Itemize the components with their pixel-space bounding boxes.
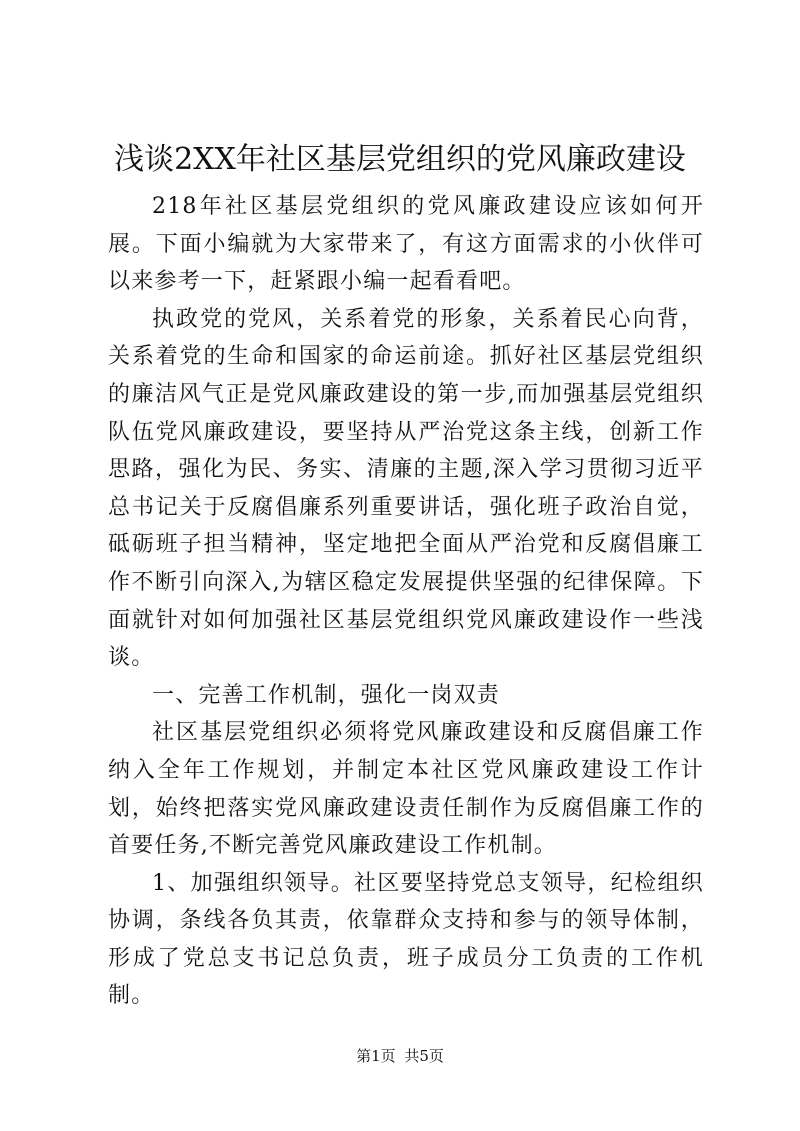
paragraph-section-1: 社区基层党组织必须将党风廉政建设和反腐倡廉工作纳入全年工作规划，并制定本社区党风廉政建设工作计划，始终把落实党风廉政建设责任制作为反腐倡廉工作的首要任务,不断完善党风廉政建设工作机制。 [108,720,704,859]
page-number: 第1页 [356,1047,396,1065]
page-footer [0,1046,800,1066]
paragraph-intro: 218年社区基层党组织的党风廉政建设应该如何开展。下面小编就为大家带来了，有这方面需求的小伙伴可以来参考一下，赶紧跟小编一起看看吧。 [108,194,704,295]
document-body [108,188,704,1015]
page-total: 共5页 [404,1047,444,1065]
section-heading-1: 一、完善工作机制，强化一岗双责 [152,682,501,708]
paragraph-background: 执政党的党风，关系着党的形象，关系着民心向背，关系着党的生命和国家的命运前途。抓好社区基层党组织的廉洁风气正是党风廉政建设的第一步,而加强基层党组织队伍党风廉政建设，要坚持从严治党这条主线，创新工作思路，强化为民、务实、清廉的主题,深入学习贯彻习近平总书记关于反腐倡廉系列重要讲话，强化班子政治自觉，砥砺班子担当精神，坚定地把全面从严治党和反腐倡廉工作不断引向深入,为辖区稳定发展提供坚强的纪律保障。下面就针对如何加强社区基层党组织党风廉政建设作一些浅谈。 [108,306,704,671]
document-title: 浅谈2XX年社区基层党组织的党风廉政建设 [114,142,686,177]
paragraph-item-1: 1、加强组织领导。社区要坚持党总支领导，纪检组织协调，条线各负其责，依靠群众支持和参与的领导体制，形成了党总支书记总负责，班子成员分工负责的工作机制。 [108,870,704,1009]
